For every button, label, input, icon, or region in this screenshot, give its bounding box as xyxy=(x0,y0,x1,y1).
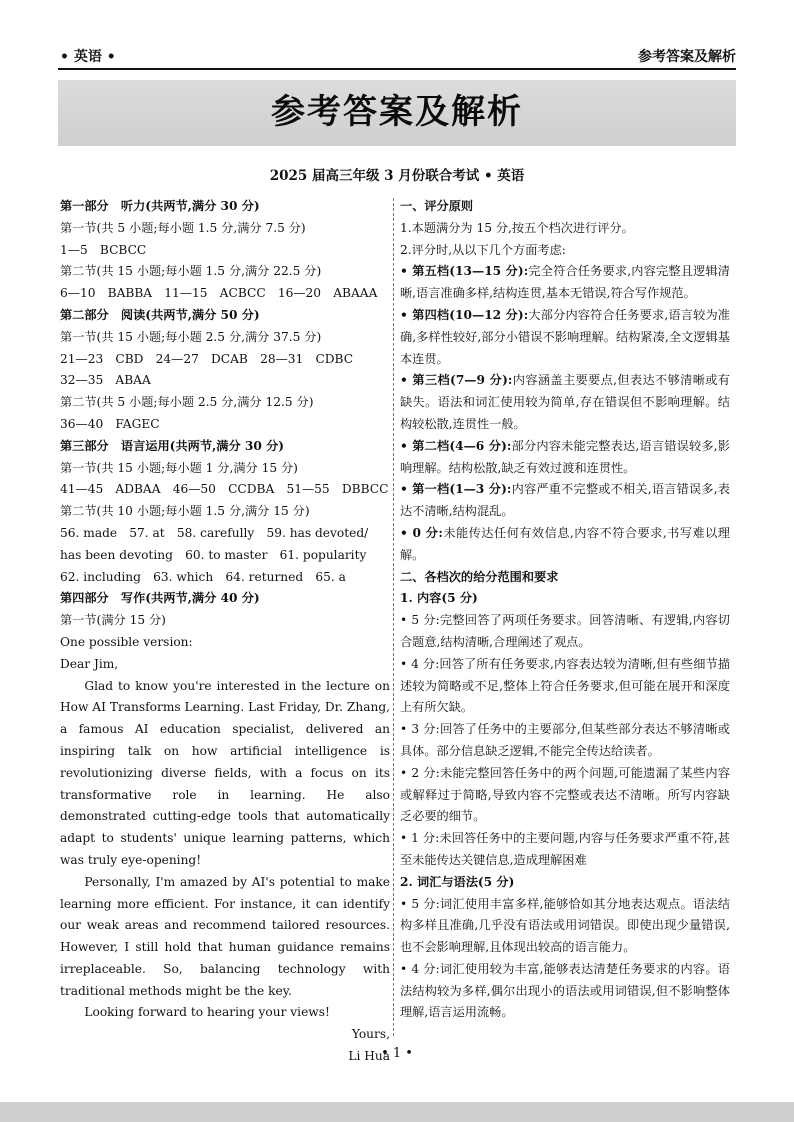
title-banner xyxy=(58,80,736,146)
grade-4-text: 大部分内容符合任务要求,语言较为准确,多样性较好,部分小错误不影响理解。结构紧凑,全文逻辑基本连贯。 xyxy=(400,307,730,366)
grade-2 xyxy=(400,436,730,480)
vocab-grammar-title: 2. 词汇与语法(5 分) xyxy=(400,874,515,889)
rule-2: 2.评分时,从以下几个方面考虑: xyxy=(400,242,566,257)
grade-4-label: • 第四档(10—12 分): xyxy=(400,307,529,322)
part3-sec2: 第二节(共 10 小题;每小题 1.5 分,满分 15 分) xyxy=(60,504,310,519)
part1-sec2-answers: 6—10 BABBA 11—15 ACBCC 16—20 ABAAA xyxy=(60,286,378,301)
banner-title: 参考答案及解析 xyxy=(271,92,523,132)
content-5: • 5 分:完整回答了两项任务要求。回答清晰、有逻辑,内容切合题意,结构清晰,合理阐述了观点。 xyxy=(400,613,730,649)
letter-closing: Yours, xyxy=(351,1027,390,1042)
grade-4 xyxy=(400,305,730,370)
letter-salutation: Dear Jim, xyxy=(60,656,119,671)
grade-3 xyxy=(400,370,730,435)
grade-1-label: • 第一档(1—3 分): xyxy=(400,482,512,497)
grade-1-text: 内容严重不完整或不相关,语言错误多,表达不清晰,结构混乱。 xyxy=(400,482,730,519)
right-column xyxy=(400,196,730,1024)
left-column xyxy=(60,196,390,1068)
grade-2-text: 部分内容未能完整表达,语言错误较多,影响理解。结构松散,缺乏有效过渡和连贯性。 xyxy=(400,438,730,475)
grade-5-text: 完全符合任务要求,内容完整且逻辑清晰,语言准确多样,结构连贯,基本无错误,符合写作规范。 xyxy=(400,264,730,301)
content-2: • 2 分:未能完整回答任务中的两个问题,可能遗漏了某些内容或解释过于简略,导致内容不完整或表达不清晰。所写内容缺乏必要的细节。 xyxy=(400,765,730,824)
part1-title: 第一部分 听力(共两节,满分 30 分) xyxy=(60,199,260,213)
grade-0 xyxy=(400,523,730,567)
part2-sec2: 第二节(共 5 小题;每小题 2.5 分,满分 12.5 分) xyxy=(60,395,314,410)
grade-0-text: 未能传达任何有效信息,内容不符合要求,书写难以理解。 xyxy=(400,525,730,562)
subject-label: • 英语 • xyxy=(60,49,116,65)
part2-title: 第二部分 阅读(共两节,满分 50 分) xyxy=(60,307,260,322)
letter-paragraph-1: Glad to know you're interested in the lecture on How AI Transforms Learning. Last Friday, Dr. Zhang, a famous AI education specialist, delivered an inspiring talk on how artificial intelligence is revolutionizing diverse fields, with a focus on its transformative role in learning. He also demonstrated cutting-edge tools that automatically adapt to students' unique learning patterns, which was truly eye-opening! xyxy=(60,678,390,867)
letter-paragraph-2: Personally, I'm amazed by AI's potential to make learning more efficient. For instance, it can identify our weak areas and recommend tailored resources. However, I still hold that human guidance remains irreplaceable. So, balancing technology with traditional methods might be the key. xyxy=(60,874,390,998)
part3-sec2-answers-2: has been devoting 60. to master 61. popularity xyxy=(60,547,367,562)
footer-band xyxy=(0,1102,794,1122)
part3-sec1: 第一节(共 15 小题;每小题 1 分,满分 15 分) xyxy=(60,460,298,475)
part3-title: 第三部分 语言运用(共两节,满分 30 分) xyxy=(60,438,285,453)
column-divider xyxy=(393,198,394,1036)
possible-version: One possible version: xyxy=(60,634,193,649)
part3-sec1-answers: 41—45 ADBAA 46—50 CCDBA 51—55 DBBCC xyxy=(60,482,389,497)
part4-sec1: 第一节(满分 15 分) xyxy=(60,613,166,628)
header-right-title: 参考答案及解析 xyxy=(638,49,736,65)
part2-sec1-answers-2: 32—35 ABAA xyxy=(60,373,151,388)
vocab-5: • 5 分:词汇使用丰富多样,能够恰如其分地表达观点。语法结构多样且准确,几乎没有语法或用词错误。即使出现少量错误,也不会影响理解,且体现出较高的语言能力。 xyxy=(400,896,730,955)
content-1: • 1 分:未回答任务中的主要问题,内容与任务要求严重不符,甚至未能传达关键信息,造成理解困难 xyxy=(400,831,730,867)
part3-sec2-answers-1: 56. made 57. at 58. carefully 59. has devoted/ xyxy=(60,525,369,540)
part3-sec2-answers-3: 62. including 63. which 64. returned 65. a xyxy=(60,569,346,584)
letter-paragraph-3: Looking forward to hearing your views! xyxy=(84,1005,330,1020)
part1-sec1: 第一节(共 5 小题;每小题 1.5 分,满分 7.5 分) xyxy=(60,220,306,235)
part2-sec2-answers: 36—40 FAGEC xyxy=(60,416,160,431)
page-number: • 1 • xyxy=(381,1046,413,1061)
letter-signature: Li Hua xyxy=(348,1049,390,1064)
scoring-principles-title: 一、评分原则 xyxy=(400,199,474,213)
content-3: • 3 分:回答了任务中的主要部分,但某些部分表达不够清晰或具体。部分信息缺乏逻辑,不能完全传达给读者。 xyxy=(400,722,730,758)
vocab-4: • 4 分:词汇使用较为丰富,能够表达清楚任务要求的内容。语法结构较为多样,偶尔出现小的语法或用词错误,但不影响整体理解,语言运用流畅。 xyxy=(400,961,730,1020)
rule-1: 1.本题满分为 15 分,按五个档次进行评分。 xyxy=(400,220,634,235)
grade-5-label: • 第五档(13—15 分): xyxy=(400,264,529,279)
part1-sec1-answers: 1—5 BCBCC xyxy=(60,242,147,257)
grade-2-label: • 第二档(4—6 分): xyxy=(400,438,512,453)
score-range-title: 二、各档次的给分范围和要求 xyxy=(400,569,559,584)
grade-1 xyxy=(400,479,730,523)
grade-3-label: • 第三档(7—9 分): xyxy=(400,373,513,388)
part4-title: 第四部分 写作(共两节,满分 40 分) xyxy=(60,591,260,606)
part1-sec2: 第二节(共 15 小题;每小题 1.5 分,满分 22.5 分) xyxy=(60,264,322,279)
grade-0-label: • 0 分: xyxy=(400,525,443,540)
page-header xyxy=(58,44,736,70)
part2-sec1: 第一节(共 15 小题;每小题 2.5 分,满分 37.5 分) xyxy=(60,329,322,344)
content-criteria-title: 1. 内容(5 分) xyxy=(400,591,478,606)
grade-5 xyxy=(400,261,730,305)
exam-title: 2025 届高三年级 3 月份联合考试 • 英语 xyxy=(269,168,525,184)
grade-3-text: 内容涵盖主要要点,但表达不够清晰或有缺失。语法和词汇使用较为简单,存在错误但不影响理解。结构较松散,连贯性一般。 xyxy=(400,373,730,431)
part2-sec1-answers-1: 21—23 CBD 24—27 DCAB 28—31 CDBC xyxy=(60,351,354,366)
content-4: • 4 分:回答了所有任务要求,内容表达较为清晰,但有些细节描述较为简略或不足,整体上符合任务要求,但可能在展开和深度上有所欠缺。 xyxy=(400,656,730,715)
